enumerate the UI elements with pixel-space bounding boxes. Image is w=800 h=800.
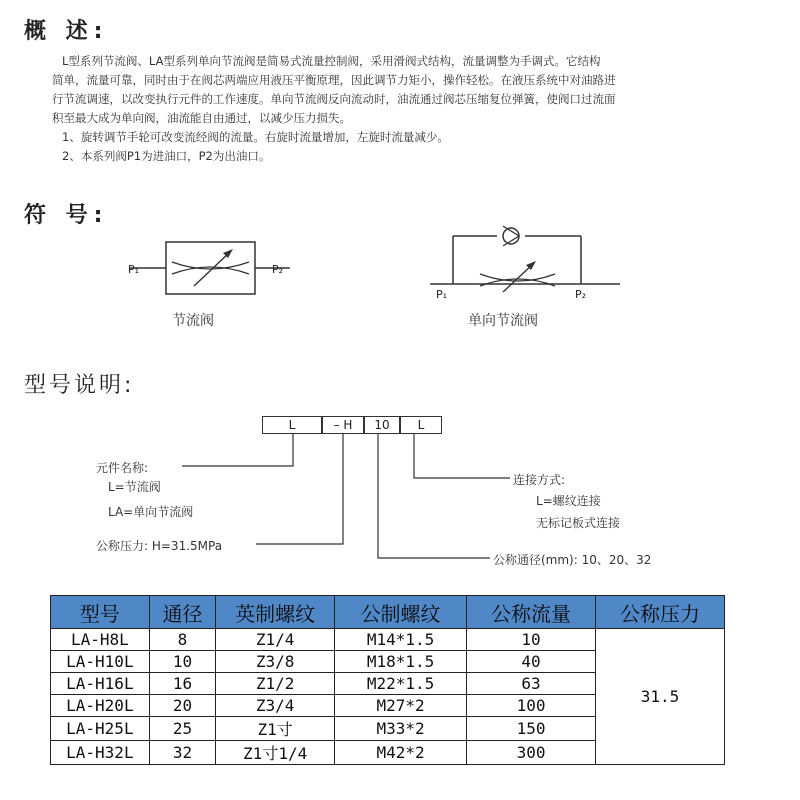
model-title: 型号说明: bbox=[24, 373, 135, 398]
table-header-row bbox=[51, 596, 725, 629]
nominal-pressure: 公称压力: H=31.5MPa bbox=[96, 539, 223, 553]
cell-diameter: 25 bbox=[149, 717, 215, 741]
code-box-connection: L bbox=[400, 416, 442, 434]
connection-threaded: L=螺纹连接 bbox=[536, 494, 601, 508]
throttle-p2-label: P₂ bbox=[272, 263, 284, 276]
connection-label: 连接方式: bbox=[513, 473, 566, 487]
overview-title: 概 述: bbox=[24, 19, 109, 44]
cell-flow: 300 bbox=[467, 741, 596, 765]
overview-line: 行节流调速，以改变执行元件的工作速度。单向节流阀反向流动时，油流通过阀芯压缩复位弹簧，使阀口过流面 bbox=[52, 92, 616, 106]
throttle-caption: 节流阀 bbox=[172, 313, 214, 329]
cell-diameter: 32 bbox=[149, 741, 215, 765]
cell-metric-thread: M14*1.5 bbox=[335, 629, 467, 651]
cell-model: LA-H25L bbox=[51, 717, 150, 741]
header-model: 型号 bbox=[51, 596, 150, 629]
cell-imperial-thread: Z1/4 bbox=[216, 629, 335, 651]
overview-line: 积至最大成为单向阀，油流能自由通过，以减少压力损失。 bbox=[52, 111, 351, 125]
header-nominal-flow: 公称流量 bbox=[467, 596, 596, 629]
overview-line: 简单，流量可靠，同时由于在阀芯两端应用液压平衡原理，因此调节力矩小，操作轻松。在液压系统中对油路进 bbox=[52, 73, 616, 87]
component-la: LA=单向节流阀 bbox=[108, 505, 194, 519]
code-box-diameter: 10 bbox=[364, 416, 400, 434]
cell-pressure: 31.5 bbox=[596, 629, 725, 765]
spec-table bbox=[50, 595, 725, 765]
check-throttle-caption: 单向节流阀 bbox=[468, 313, 538, 329]
symbols-title: 符 号: bbox=[24, 203, 109, 228]
cell-diameter: 20 bbox=[149, 695, 215, 717]
nominal-diameter: 公称通径(mm): 10、20、32 bbox=[493, 553, 652, 567]
cell-flow: 10 bbox=[467, 629, 596, 651]
overview-note: 2、本系列阀P1为进油口，P2为出油口。 bbox=[62, 149, 271, 163]
table-row bbox=[51, 629, 725, 651]
cell-metric-thread: M18*1.5 bbox=[335, 651, 467, 673]
cell-imperial-thread: Z1寸1/4 bbox=[216, 741, 335, 765]
cell-metric-thread: M22*1.5 bbox=[335, 673, 467, 695]
cell-flow: 40 bbox=[467, 651, 596, 673]
cell-metric-thread: M42*2 bbox=[335, 741, 467, 765]
cell-metric-thread: M33*2 bbox=[335, 717, 467, 741]
code-box-type: L bbox=[262, 416, 322, 434]
connection-plate: 无标记板式连接 bbox=[536, 516, 621, 530]
header-metric-thread: 公制螺纹 bbox=[335, 596, 467, 629]
cell-model: LA-H16L bbox=[51, 673, 150, 695]
overview-line: L型系列节流阀、LA型系列单向节流阀是简易式流量控制阀，采用滑阀式结构，流量调整为手调式。它结构 bbox=[62, 54, 601, 68]
header-imperial-thread: 英制螺纹 bbox=[216, 596, 335, 629]
component-name-label: 元件名称: bbox=[96, 461, 149, 475]
cell-diameter: 16 bbox=[149, 673, 215, 695]
cell-diameter: 10 bbox=[149, 651, 215, 673]
component-l: L=节流阀 bbox=[108, 480, 161, 494]
cell-imperial-thread: Z3/4 bbox=[216, 695, 335, 717]
cell-model: LA-H8L bbox=[51, 629, 150, 651]
cell-diameter: 8 bbox=[149, 629, 215, 651]
check-throttle-p2-label: P₂ bbox=[575, 288, 587, 301]
cell-metric-thread: M27*2 bbox=[335, 695, 467, 717]
cell-imperial-thread: Z3/8 bbox=[216, 651, 335, 673]
code-box-pressure: – H bbox=[322, 416, 364, 434]
throttle-p1-label: P₁ bbox=[128, 263, 140, 276]
overview-note: 1、旋转调节手轮可改变流经阀的流量。右旋时流量增加，左旋时流量减少。 bbox=[62, 130, 449, 144]
cell-imperial-thread: Z1/2 bbox=[216, 673, 335, 695]
cell-model: LA-H32L bbox=[51, 741, 150, 765]
header-diameter: 通径 bbox=[149, 596, 215, 629]
cell-flow: 150 bbox=[467, 717, 596, 741]
check-throttle-p1-label: P₁ bbox=[436, 288, 448, 301]
cell-model: LA-H20L bbox=[51, 695, 150, 717]
cell-model: LA-H10L bbox=[51, 651, 150, 673]
cell-flow: 100 bbox=[467, 695, 596, 717]
cell-flow: 63 bbox=[467, 673, 596, 695]
cell-imperial-thread: Z1寸 bbox=[216, 717, 335, 741]
header-nominal-pressure: 公称压力 bbox=[596, 596, 725, 629]
